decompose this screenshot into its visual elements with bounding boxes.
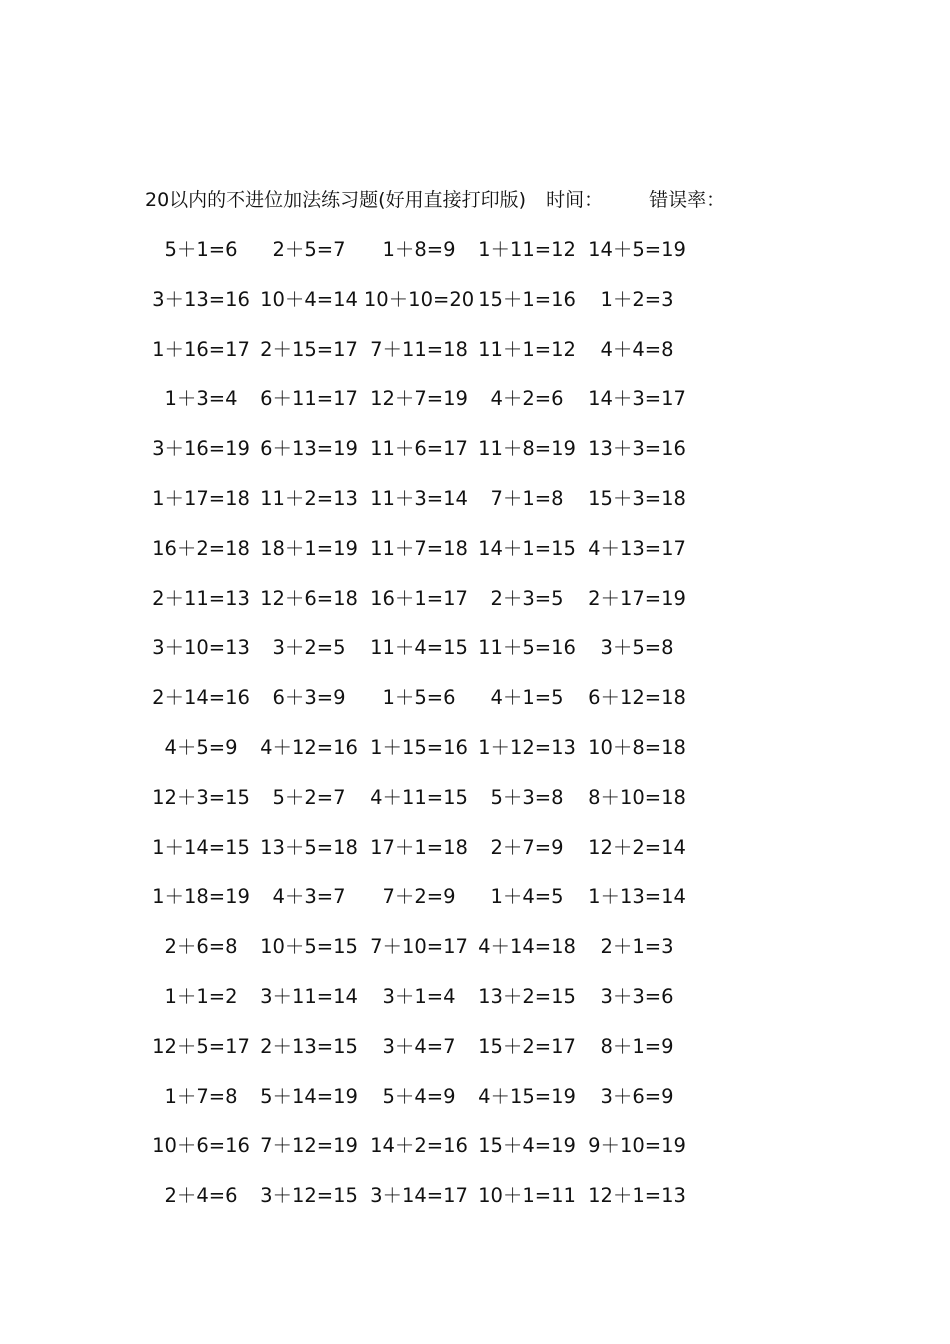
- problem-row: [145, 784, 705, 834]
- problem-row: [145, 485, 705, 535]
- problem-item: 7＋11=18: [370, 337, 468, 361]
- problem-item: 8＋1=9: [600, 1034, 674, 1058]
- problem-item: 15＋3=18: [588, 486, 686, 510]
- problem-item: 6＋12=18: [588, 686, 686, 710]
- problem-item: 6＋11=17: [260, 387, 358, 411]
- problem-row: [145, 1083, 705, 1133]
- problem-row: [145, 585, 705, 635]
- problem-item: 11＋8=19: [478, 437, 576, 461]
- problem-row: [145, 385, 705, 435]
- problem-item: 10＋4=14: [260, 287, 358, 311]
- problem-item: 11＋2=13: [260, 486, 358, 510]
- problem-item: 14＋2=16: [370, 1134, 468, 1158]
- problem-item: 13＋2=15: [478, 984, 576, 1008]
- problem-row: [145, 834, 705, 884]
- problem-item: 1＋11=12: [478, 238, 576, 261]
- problem-item: 1＋14=15: [152, 835, 250, 859]
- problem-item: 12＋7=19: [370, 387, 468, 411]
- problem-item: 14＋1=15: [478, 536, 576, 560]
- problem-row: [145, 435, 705, 485]
- problem-item: 7＋1=8: [490, 486, 564, 510]
- problem-item: 4＋11=15: [370, 785, 468, 809]
- problem-item: 16＋1=17: [370, 586, 468, 610]
- problem-item: 2＋4=6: [164, 1184, 238, 1208]
- problem-item: 10＋5=15: [260, 935, 358, 959]
- problem-item: 11＋1=12: [478, 337, 576, 361]
- problem-item: 12＋5=17: [152, 1034, 250, 1058]
- problem-item: 1＋1=2: [164, 984, 238, 1008]
- problem-item: 13＋5=18: [260, 835, 358, 859]
- problem-row: [145, 336, 705, 386]
- problem-item: 1＋16=17: [152, 337, 250, 361]
- problem-item: 5＋2=7: [272, 785, 346, 809]
- problem-item: 2＋14=16: [152, 686, 250, 710]
- problem-item: 14＋3=17: [588, 387, 686, 411]
- problem-item: 12＋6=18: [260, 586, 358, 610]
- error-rate-label: 错误率：: [649, 189, 726, 211]
- problem-item: 13＋3=16: [588, 437, 686, 461]
- problem-item: 2＋1=3: [600, 935, 674, 959]
- problem-item: 1＋12=13: [478, 735, 576, 759]
- problem-item: 10＋6=16: [152, 1134, 250, 1158]
- problem-item: 4＋5=9: [164, 735, 238, 759]
- problem-item: 3＋16=19: [152, 437, 250, 461]
- problem-item: 10＋10=20: [363, 287, 475, 311]
- problem-item: 6＋13=19: [260, 437, 358, 461]
- problem-item: 5＋4=9: [382, 1084, 456, 1108]
- problem-item: 4＋2=6: [490, 387, 564, 411]
- problem-item: 7＋10=17: [370, 935, 468, 959]
- problem-item: 5＋1=6: [164, 238, 238, 261]
- problem-item: 10＋1=11: [478, 1184, 576, 1208]
- problem-row: [145, 983, 705, 1033]
- problem-row: [145, 1033, 705, 1083]
- problem-item: 4＋3=7: [272, 885, 346, 909]
- problem-item: 5＋3=8: [490, 785, 564, 809]
- problem-item: 4＋15=19: [478, 1084, 576, 1108]
- problem-item: 4＋14=18: [478, 935, 576, 959]
- problem-item: 1＋3=4: [164, 387, 238, 411]
- problem-item: 1＋15=16: [370, 735, 468, 759]
- problem-item: 12＋3=15: [152, 785, 250, 809]
- problem-item: 9＋10=19: [588, 1134, 686, 1158]
- problem-item: 1＋5=6: [382, 686, 456, 710]
- problem-item: 11＋5=16: [478, 636, 576, 660]
- problem-item: 15＋4=19: [478, 1134, 576, 1158]
- problem-row: [145, 286, 705, 336]
- problem-item: 4＋4=8: [600, 337, 674, 361]
- worksheet-header: [145, 186, 725, 214]
- problem-item: 4＋12=16: [260, 735, 358, 759]
- problem-item: 12＋1=13: [588, 1184, 686, 1208]
- problem-item: 2＋17=19: [588, 586, 686, 610]
- problem-item: 14＋5=19: [588, 238, 686, 261]
- problem-item: 11＋3=14: [370, 486, 468, 510]
- problem-row: [145, 236, 705, 286]
- problem-item: 3＋1=4: [382, 984, 456, 1008]
- problem-item: 1＋17=18: [152, 486, 250, 510]
- problem-row: [145, 634, 705, 684]
- problem-item: 1＋2=3: [600, 287, 674, 311]
- problem-item: 2＋6=8: [164, 935, 238, 959]
- problem-item: 3＋11=14: [260, 984, 358, 1008]
- problem-item: 3＋6=9: [600, 1084, 674, 1108]
- problem-row: [145, 734, 705, 784]
- problem-item: 11＋6=17: [370, 437, 468, 461]
- problem-item: 11＋4=15: [370, 636, 468, 660]
- problem-item: 12＋2=14: [588, 835, 686, 859]
- problem-item: 3＋2=5: [272, 636, 346, 660]
- problem-item: 1＋8=9: [382, 238, 456, 261]
- problem-item: 16＋2=18: [152, 536, 250, 560]
- problem-row: [145, 535, 705, 585]
- problem-item: 6＋3=9: [272, 686, 346, 710]
- problem-item: 2＋3=5: [490, 586, 564, 610]
- problem-item: 3＋12=15: [260, 1184, 358, 1208]
- problem-item: 7＋12=19: [260, 1134, 358, 1158]
- problem-item: 15＋1=16: [478, 287, 576, 311]
- problem-item: 1＋18=19: [152, 885, 250, 909]
- problem-item: 15＋2=17: [478, 1034, 576, 1058]
- problem-item: 2＋5=7: [272, 238, 346, 261]
- problem-item: 5＋14=19: [260, 1084, 358, 1108]
- problem-item: 2＋7=9: [490, 835, 564, 859]
- problem-item: 1＋4=5: [490, 885, 564, 909]
- problem-row: [145, 883, 705, 933]
- problem-item: 18＋1=19: [260, 536, 358, 560]
- problem-item: 3＋3=6: [600, 984, 674, 1008]
- problem-item: 17＋1=18: [370, 835, 468, 859]
- problem-item: 8＋10=18: [588, 785, 686, 809]
- time-label: 时间：: [546, 189, 604, 211]
- problem-row: [145, 933, 705, 983]
- worksheet-title: 20以内的不进位加法练习题(好用直接打印版): [145, 189, 527, 211]
- problem-row: [145, 1182, 705, 1232]
- problem-item: 3＋14=17: [370, 1184, 468, 1208]
- problem-item: 3＋13=16: [152, 287, 250, 311]
- problem-item: 2＋11=13: [152, 586, 250, 610]
- problem-item: 1＋7=8: [164, 1084, 238, 1108]
- problem-item: 2＋13=15: [260, 1034, 358, 1058]
- problem-item: 4＋13=17: [588, 536, 686, 560]
- problem-item: 3＋10=13: [152, 636, 250, 660]
- problem-item: 2＋15=17: [260, 337, 358, 361]
- problem-item: 10＋8=18: [588, 735, 686, 759]
- problem-row: [145, 684, 705, 734]
- problem-item: 1＋13=14: [588, 885, 686, 909]
- problem-item: 11＋7=18: [370, 536, 468, 560]
- problem-row: [145, 1132, 705, 1182]
- problem-item: 4＋1=5: [490, 686, 564, 710]
- problem-item: 3＋4=7: [382, 1034, 456, 1058]
- problem-grid: [145, 236, 705, 1232]
- problem-item: 3＋5=8: [600, 636, 674, 660]
- problem-item: 7＋2=9: [382, 885, 456, 909]
